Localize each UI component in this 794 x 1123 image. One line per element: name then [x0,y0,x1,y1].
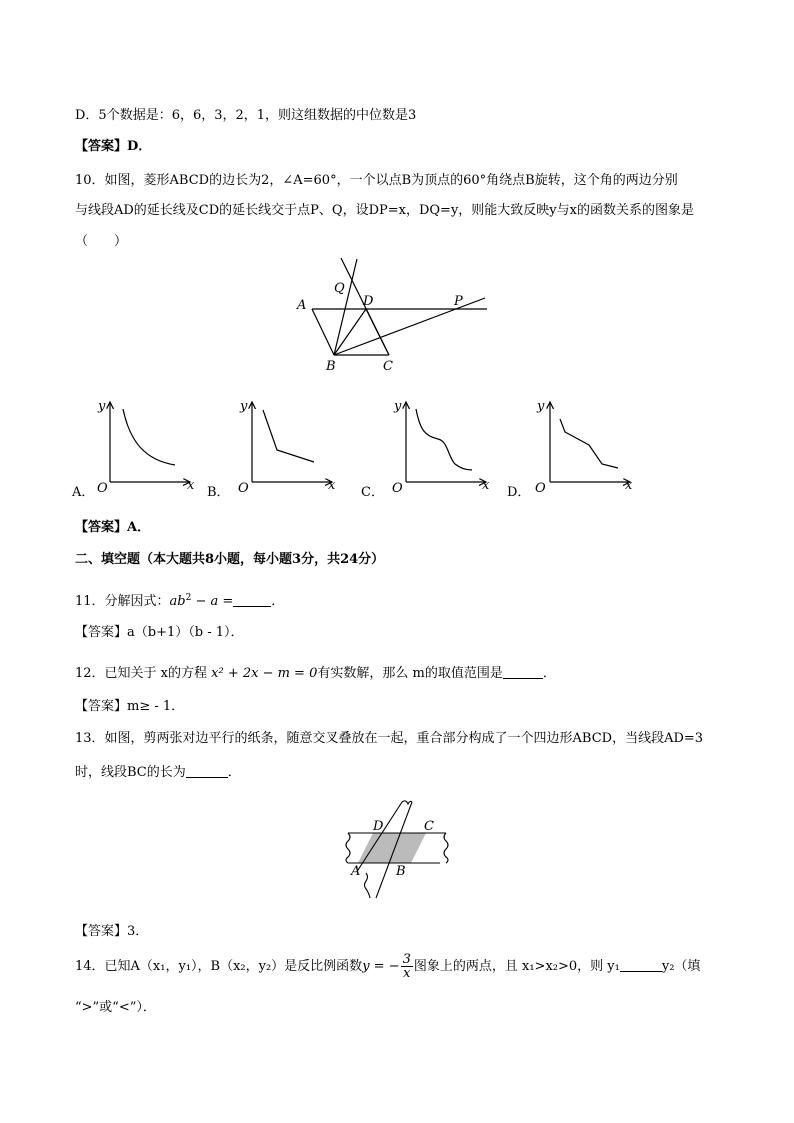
q14-fraction-num: 3 [402,952,411,967]
option-b-o: O [238,481,249,496]
q10-label-q: Q [334,281,345,296]
q14-after-blank: y₂（填 [661,959,701,974]
option-d-x: x [625,478,633,493]
option-c-label: C． [361,485,384,500]
option-d-label: D． [507,485,531,500]
q10-rhombus-figure [290,255,500,375]
q11-prefix: 11．分解因式： [75,594,170,609]
option-d-o: O [535,481,546,496]
q10-label-b: B [326,359,336,374]
q11-suffix: ． [271,594,285,609]
q11-blank [233,594,271,607]
q13-strips-figure [340,793,455,905]
q12-line [75,662,556,681]
q10-line1: 10．如图，菱形ABCD的边长为2，∠A=60°，一个以点B为顶点的60°角绕点B旋转，这个角的两边分别 [75,173,678,188]
q11-line [75,590,284,609]
q10-answer: 【答案】A． [75,520,151,535]
option-c-x: x [482,478,490,493]
q10-label-c: C [383,359,393,374]
q11-answer: 【答案】a（b+1）（b - 1）． [75,625,244,640]
q10-label-d: D [363,294,374,309]
q12-prefix: 12．已知关于 x的方程 [75,666,212,681]
q12-answer: 【答案】m≥ - 1． [75,699,185,714]
q14-fraction [401,953,413,980]
option-a-o: O [97,481,108,496]
q13-label-c: C [424,819,434,834]
q14-middle: 图象上的两点，且 x₁>x₂>0，则 y₁ [413,959,620,974]
q10-line3: （ ） [75,234,128,249]
q12-expr: x² + 2x − m = 0 [211,666,318,681]
option-b-x: x [328,478,336,493]
q14-blank [620,959,662,972]
q12-middle: 有实数解，那么 m的取值范围是 [317,666,503,681]
q13-label-d: D [373,819,384,834]
q14-prefix: 14．已知A（x₁，y₁），B（x₂，y₂）是反比例函数 [75,959,363,974]
q11-sup: 2 [185,593,192,603]
option-d-y: y [537,399,545,414]
q12-blank [503,666,543,679]
q13-blank [186,765,228,778]
option-b-label: B． [207,485,230,500]
q11-expr-a: ab [169,594,186,609]
option-c-y: y [394,399,402,414]
q12-suffix: ． [542,666,556,681]
q13-answer: 【答案】3． [75,924,149,939]
q10-options-graphs [70,392,640,504]
option-a-x: x [187,478,195,493]
q13-text2-prefix: 时，线段BC的长为 [75,765,186,780]
q13-line2 [75,761,241,780]
option-c-graph [361,399,490,500]
option-a-graph [71,399,195,500]
q14-line1 [75,953,700,980]
option-d-text: D．5个数据是：6，6，3，2，1，则这组数据的中位数是3 [75,108,417,123]
q13-label-a: A [351,864,361,879]
option-a-label: A． [72,485,95,500]
option-b-graph [207,399,336,500]
option-a-y: y [98,399,106,414]
q10-label-p: P [454,294,463,309]
section-heading: 二、填空题（本大题共8小题，每小题3分，共24分） [75,552,385,567]
q9-answer: 【答案】D． [75,139,152,154]
option-b-y: y [240,399,248,414]
q14-fraction-den: x [403,966,411,981]
q13-text2-suffix: ． [227,765,241,780]
q13-label-b: B [396,864,406,879]
q14-line2: “>”或“<”）． [75,1000,156,1015]
q13-line1: 13．如图，剪两张对边平行的纸条，随意交叉叠放在一起，重合部分构成了一个四边形ABCD，当线段AD=3 [75,731,704,746]
option-c-o: O [392,481,403,496]
q10-line2: 与线段AD的延长线及CD的延长线交于点P、Q，设DP=x，DQ=y，则能大致反映y与x的函数关系的图象是 [75,203,694,218]
q11-expr-b: − a = [191,594,234,609]
q10-label-a: A [297,298,307,313]
q14-func-lhs: y = − [362,959,400,974]
option-d-graph [507,399,633,500]
